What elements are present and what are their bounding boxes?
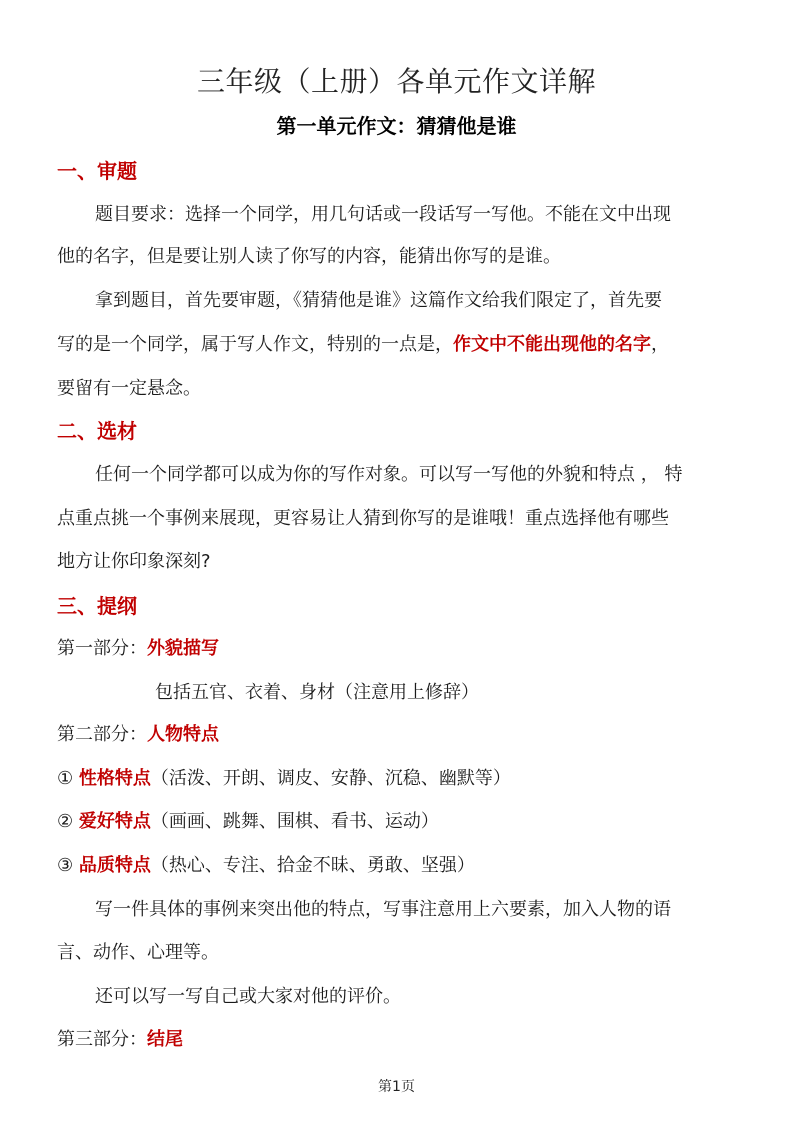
- paragraph-line: 言、动作、心理等。: [57, 942, 219, 963]
- paragraph-line: 写一件具体的事例来突出他的特点，写事注意用上六要素，加入人物的语: [95, 899, 671, 920]
- paragraph-line: 拿到题目，首先要审题，《猜猜他是谁》这篇作文给我们限定了，首先要: [95, 290, 662, 311]
- part-label: 第一部分：: [57, 638, 147, 659]
- item-marker: ③: [57, 855, 74, 876]
- part-label: 第二部分：: [57, 724, 147, 745]
- trait-item: [57, 807, 439, 833]
- paragraph-line: 他的名字，但是要让别人读了你写的内容，能猜出你写的是谁。: [57, 246, 561, 267]
- paragraph-line: 还可以写一写自己或大家对他的评价。: [95, 986, 401, 1007]
- trait-detail: （画画、跳舞、围棋、看书、运动）: [150, 811, 439, 832]
- part-detail: 包括五官、衣着、身材（注意用上修辞）: [155, 682, 479, 703]
- part-title: 结尾: [147, 1029, 183, 1050]
- paragraph-line: 点重点挑一个事例来展现，更容易让人猜到你写的是谁哦！重点选择他有哪些: [57, 508, 669, 529]
- item-marker: ②: [57, 811, 74, 832]
- outline-part-2: [57, 720, 219, 746]
- part-title: 外貌描写: [147, 638, 219, 659]
- section-heading-review: 一、审题: [57, 159, 137, 183]
- trait-title: 爱好特点: [78, 811, 151, 832]
- outline-part-1: [57, 634, 219, 660]
- text: 写的是一个同学，属于写人作文，特别的一点是，: [57, 334, 453, 355]
- highlight-text: 作文中不能出现他的名字: [453, 334, 651, 355]
- trait-title: 品质特点: [78, 855, 151, 876]
- text: ，: [651, 334, 669, 355]
- paragraph-line-with-highlight: [57, 330, 669, 356]
- trait-detail: （活泼、开朗、调皮、安静、沉稳、幽默等）: [150, 768, 511, 789]
- page-number: 第1页: [378, 1079, 415, 1095]
- document-title: 三年级（上册）各单元作文详解: [196, 65, 596, 98]
- paragraph-line: 要留有一定悬念。: [57, 378, 201, 399]
- outline-part-3: [57, 1025, 183, 1051]
- paragraph-line: 地方让你印象深刻?: [57, 551, 211, 572]
- paragraph-line: 任何一个同学都可以成为你的写作对象。可以写一写他的外貌和特点 ， 特: [95, 464, 683, 485]
- trait-item: [57, 764, 511, 790]
- document-subtitle: 第一单元作文：猜猜他是谁: [276, 114, 517, 138]
- part-title: 人物特点: [147, 724, 219, 745]
- trait-detail: （热心、专注、拾金不昧、勇敢、坚强）: [150, 855, 475, 876]
- trait-item: [57, 851, 475, 877]
- paragraph-line: 题目要求：选择一个同学，用几句话或一段话写一写他。不能在文中出现: [95, 204, 671, 225]
- trait-title: 性格特点: [78, 768, 151, 789]
- item-marker: ①: [57, 768, 74, 789]
- part-label: 第三部分：: [57, 1029, 147, 1050]
- section-heading-outline: 三、提纲: [57, 594, 137, 618]
- section-heading-material: 二、选材: [57, 419, 137, 443]
